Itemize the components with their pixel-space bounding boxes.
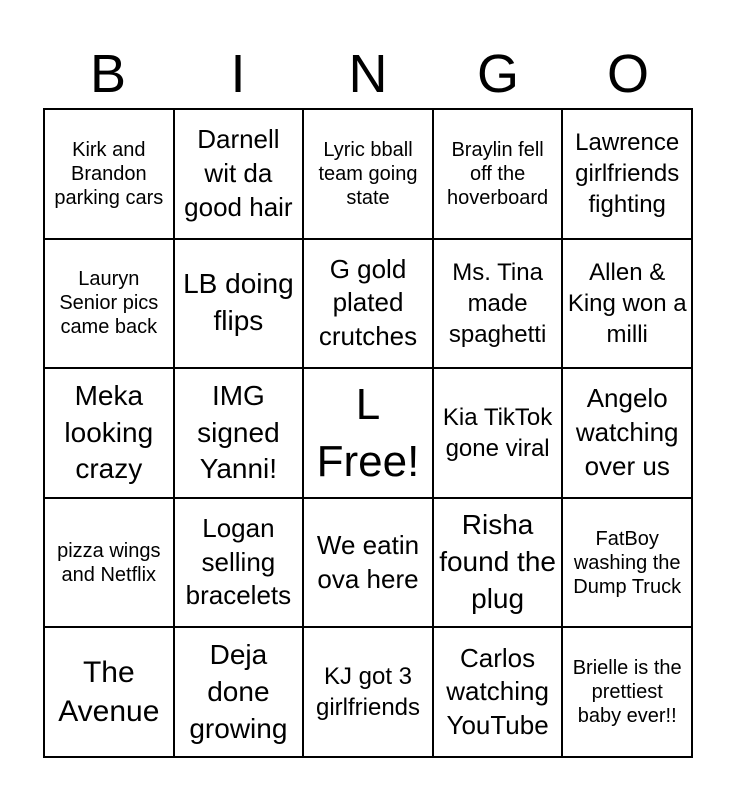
bingo-board <box>43 108 693 758</box>
bingo-cell[interactable]: FatBoy washing the Dump Truck <box>562 498 692 628</box>
bingo-cell[interactable]: We eatin ova here <box>303 498 433 628</box>
bingo-cell[interactable]: pizza wings and Netflix <box>44 498 174 628</box>
header-letter-b: B <box>89 44 127 104</box>
bingo-cell[interactable]: Lauryn Senior pics came back <box>44 239 174 369</box>
bingo-cell[interactable]: Darnell wit da good hair <box>174 109 304 239</box>
bingo-cell[interactable]: LB doing flips <box>174 239 304 369</box>
bingo-cell[interactable]: Risha found the plug <box>433 498 563 628</box>
bingo-cell[interactable]: Allen & King won a milli <box>562 239 692 369</box>
bingo-cell[interactable]: Ms. Tina made spaghetti <box>433 239 563 369</box>
bingo-header <box>43 40 693 108</box>
bingo-free-cell[interactable]: L Free! <box>303 368 433 498</box>
bingo-cell[interactable]: Logan selling bracelets <box>174 498 304 628</box>
bingo-cell[interactable]: Braylin fell off the hoverboard <box>433 109 563 239</box>
bingo-cell[interactable]: Lyric bball team going state <box>303 109 433 239</box>
bingo-cell[interactable]: Brielle is the prettiest baby ever!! <box>562 627 692 757</box>
bingo-cell[interactable]: The Avenue <box>44 627 174 757</box>
bingo-cell[interactable]: G gold plated crutches <box>303 239 433 369</box>
bingo-cell[interactable]: KJ got 3 girlfriends <box>303 627 433 757</box>
bingo-cell[interactable]: IMG signed Yanni! <box>174 368 304 498</box>
header-letter-i: I <box>230 44 246 104</box>
bingo-cell[interactable]: Kirk and Brandon parking cars <box>44 109 174 239</box>
bingo-cell[interactable]: Kia TikTok gone viral <box>433 368 563 498</box>
bingo-cell[interactable]: Meka looking crazy <box>44 368 174 498</box>
header-letter-n: N <box>348 44 388 104</box>
bingo-cell[interactable]: Carlos watching YouTube <box>433 627 563 757</box>
bingo-cell[interactable]: Lawrence girlfriends fighting <box>562 109 692 239</box>
bingo-cell[interactable]: Angelo watching over us <box>562 368 692 498</box>
header-letter-o: O <box>606 44 649 104</box>
bingo-cell[interactable]: Deja done growing <box>174 627 304 757</box>
header-letter-g: G <box>476 44 519 104</box>
